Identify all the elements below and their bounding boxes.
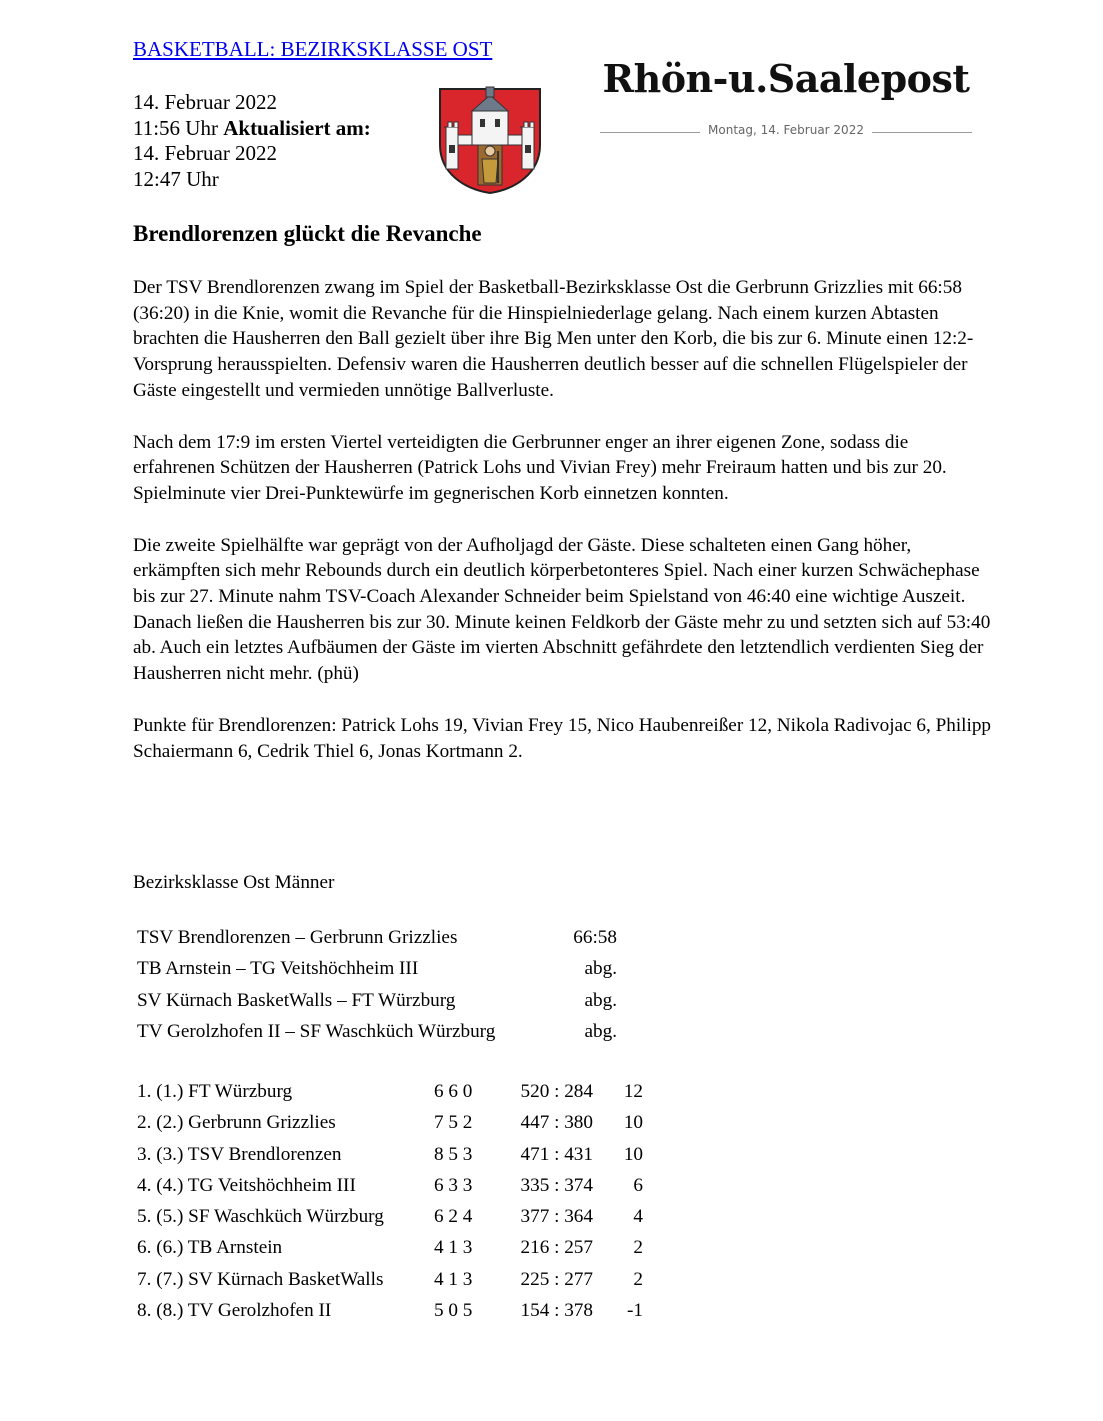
league-title: Bezirksklasse Ost Männer bbox=[133, 872, 335, 893]
standings-games: 6 2 4 bbox=[434, 1206, 473, 1228]
standings-table-points: 2 bbox=[633, 1268, 643, 1290]
standings-points: 216 : 257 bbox=[520, 1237, 593, 1259]
standings-team: 2. (2.) Gerbrunn Grizzlies bbox=[137, 1112, 336, 1134]
masthead-rule-right bbox=[872, 132, 972, 133]
standings-team: 8. (8.) TV Gerolzhofen II bbox=[137, 1300, 332, 1322]
standings-points: 377 : 364 bbox=[520, 1206, 593, 1228]
standings-games: 6 6 0 bbox=[434, 1081, 473, 1102]
updated-date: 14. Februar 2022 bbox=[133, 141, 278, 165]
standings-points: 520 : 284 bbox=[520, 1081, 593, 1102]
masthead-date: Montag, 14. Februar 2022 bbox=[708, 123, 864, 137]
standings-games: 8 5 3 bbox=[434, 1143, 473, 1165]
standings-points: 447 : 380 bbox=[520, 1112, 593, 1134]
standings-team: 3. (3.) TSV Brendlorenzen bbox=[137, 1143, 342, 1165]
result-match: TSV Brendlorenzen – Gerbrunn Grizzlies bbox=[137, 927, 458, 948]
standings-table-points: 10 bbox=[623, 1112, 643, 1134]
standings-team: 6. (6.) TB Arnstein bbox=[137, 1237, 283, 1259]
article-paragraph: Nach dem 17:9 im ersten Viertel verteidigten die Gerbrunner enger an ihrer eigenen Zone, sodass die erfahrenen Schützen der Hausherren (Patrick Lohs und Vivian Frey) mehr Freiraum hatten und bis zur 20. Spielminute vier Drei-Punktewürfe im gegnerischen Korb einnetzen konnten. bbox=[133, 431, 947, 504]
standings-table-points: -1 bbox=[627, 1300, 643, 1322]
article-headline: Brendlorenzen glückt die Revanche bbox=[133, 221, 482, 246]
updated-label: Aktualisiert am: bbox=[223, 115, 371, 140]
standings-points: 471 : 431 bbox=[520, 1143, 593, 1165]
standings-points: 335 : 374 bbox=[520, 1174, 593, 1196]
standings-team: 4. (4.) TG Veitshöchheim III bbox=[137, 1174, 356, 1196]
standings-games: 4 1 3 bbox=[434, 1268, 473, 1290]
result-match: SV Kürnach BasketWalls – FT Würzburg bbox=[137, 989, 456, 1011]
result-match: TV Gerolzhofen II – SF Waschküch Würzburg bbox=[137, 1020, 496, 1042]
standings-team: 7. (7.) SV Kürnach BasketWalls bbox=[137, 1268, 384, 1290]
updated-time: 12:47 Uhr bbox=[133, 166, 219, 191]
article-paragraph: Der TSV Brendlorenzen zwang im Spiel der Basketball-Bezirksklasse Ost die Gerbrunn Grizzlies mit 66:58 (36:20) in die Knie, womit die Revanche für die Hinspielniederlage gelang. Nach einem kurzen Abtasten brachten die Hausherren den Ball gezielt über ihre Big Men unter den Korb, die bis zur 6. Minute einen 12:2-Vorsprung herausspielten. Defensiv waren die Hausherren deutlich besser auf die schnellen Flügelspieler der Gäste eingestellt und vermieden unnötige Ballverluste. bbox=[133, 277, 974, 401]
published-date: 14. Februar 2022 bbox=[133, 90, 278, 114]
result-score: 66:58 bbox=[573, 927, 617, 948]
coat-of-arms-icon bbox=[436, 85, 544, 195]
newspaper-masthead bbox=[600, 56, 972, 146]
standings-team: 1. (1.) FT Würzburg bbox=[137, 1081, 293, 1102]
result-score: abg. bbox=[584, 958, 617, 980]
article-body bbox=[133, 275, 993, 790]
standings-table-points: 6 bbox=[633, 1174, 643, 1196]
standings-games: 5 0 5 bbox=[434, 1300, 473, 1322]
standings-games: 7 5 2 bbox=[434, 1112, 473, 1134]
standings-table-points: 12 bbox=[623, 1081, 643, 1102]
result-score: abg. bbox=[584, 1020, 617, 1042]
category-link[interactable]: BASKETBALL: BEZIRKSKLASSE OST bbox=[133, 37, 493, 61]
article-paragraph: Die zweite Spielhälfte war geprägt von der Aufholjagd der Gäste. Diese schalteten einen Gang höher, erkämpften sich mehr Rebounds durch ein deutlich körperbetonteres Spiel. Nach einer kurzen Schwächephase bis zur 27. Minute nahm TSV-Coach Alexander Schneider beim Spielstand von 46:40 eine wichtige Auszeit. Danach ließen die Hausherren bis zur 30. Minute keinen Feldkorb der Gäste mehr zu und setzten sich auf 53:40 ab. Auch ein letztes Aufbäumen der Gäste im vierten Abschnitt gefährdete den letztendlich verdienten Sieg der Hausherren nicht mehr. (phü) bbox=[133, 534, 991, 685]
result-match: TB Arnstein – TG Veitshöchheim III bbox=[137, 958, 419, 980]
published-time-line bbox=[133, 116, 371, 142]
newspaper-logo: Rhön-u.Saalepost bbox=[602, 56, 970, 101]
result-score: abg. bbox=[584, 989, 617, 1011]
published-time: 11:56 Uhr bbox=[133, 115, 218, 140]
standings-games: 6 3 3 bbox=[434, 1174, 473, 1196]
standings-points: 225 : 277 bbox=[520, 1268, 593, 1290]
standings-games: 4 1 3 bbox=[434, 1237, 473, 1259]
standings-table-points: 4 bbox=[633, 1206, 643, 1228]
standings-table-points: 2 bbox=[633, 1237, 643, 1259]
scorers-paragraph: Punkte für Brendlorenzen: Patrick Lohs 19, Vivian Frey 15, Nico Haubenreißer 12, Nikola Radivojac 6, Philipp Schaiermann 6, Cedrik Thiel 6, Jonas Kortmann 2. bbox=[133, 714, 992, 762]
standings-table-points: 10 bbox=[623, 1143, 643, 1165]
publication-dates bbox=[133, 90, 371, 192]
standings-points: 154 : 378 bbox=[520, 1300, 593, 1322]
standings-team: 5. (5.) SF Waschküch Würzburg bbox=[137, 1206, 384, 1228]
